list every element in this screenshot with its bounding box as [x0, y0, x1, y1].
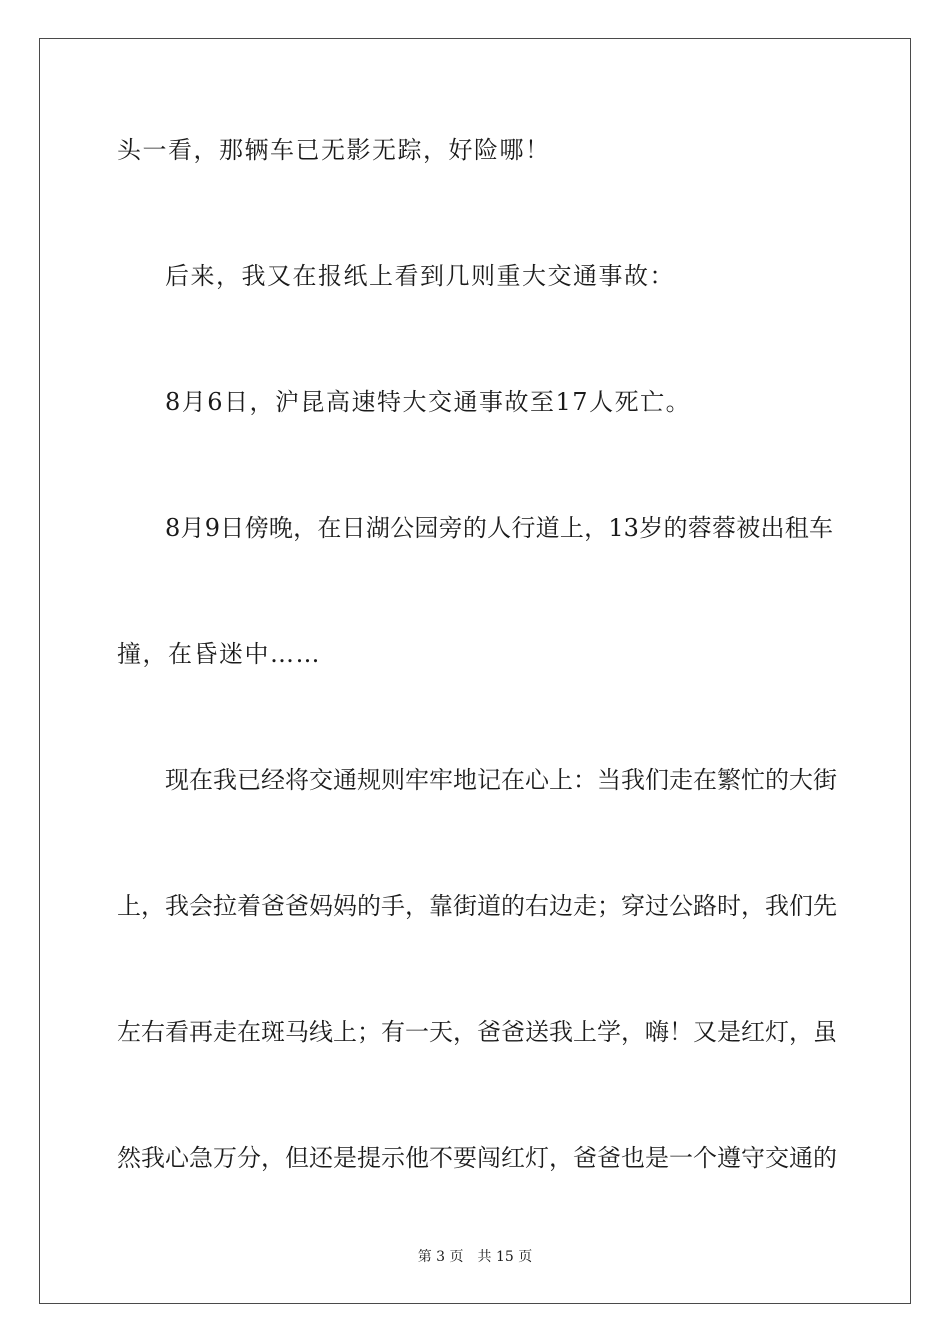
text-line-9: 然我心急万分，但还是提示他不要闯红灯，爸爸也是一个遵守交通的: [117, 1144, 837, 1172]
page-footer: 第 3 页 共 15 页: [417, 1249, 533, 1265]
text-line-5: 撞，在昏迷中……: [117, 640, 321, 668]
text-line-1: 头一看，那辆车已无影无踪，好险哪！: [117, 136, 551, 164]
text-line-6: 现在我已经将交通规则牢牢地记在心上：当我们走在繁忙的大街: [165, 766, 837, 794]
text-line-7: 上，我会拉着爸爸妈妈的手，靠街道的右边走；穿过公路时，我们先: [117, 892, 837, 920]
text-line-4: 8月9日傍晚，在日湖公园旁的人行道上，13岁的蓉蓉被出租车: [165, 514, 833, 542]
page-border: [39, 38, 911, 1304]
text-line-3: 8月6日，沪昆高速特大交通事故至17人死亡。: [165, 388, 692, 416]
text-line-8: 左右看再走在斑马线上；有一天，爸爸送我上学，嗨！又是红灯，虽: [117, 1018, 837, 1046]
text-line-2: 后来，我又在报纸上看到几则重大交通事故：: [165, 262, 675, 290]
